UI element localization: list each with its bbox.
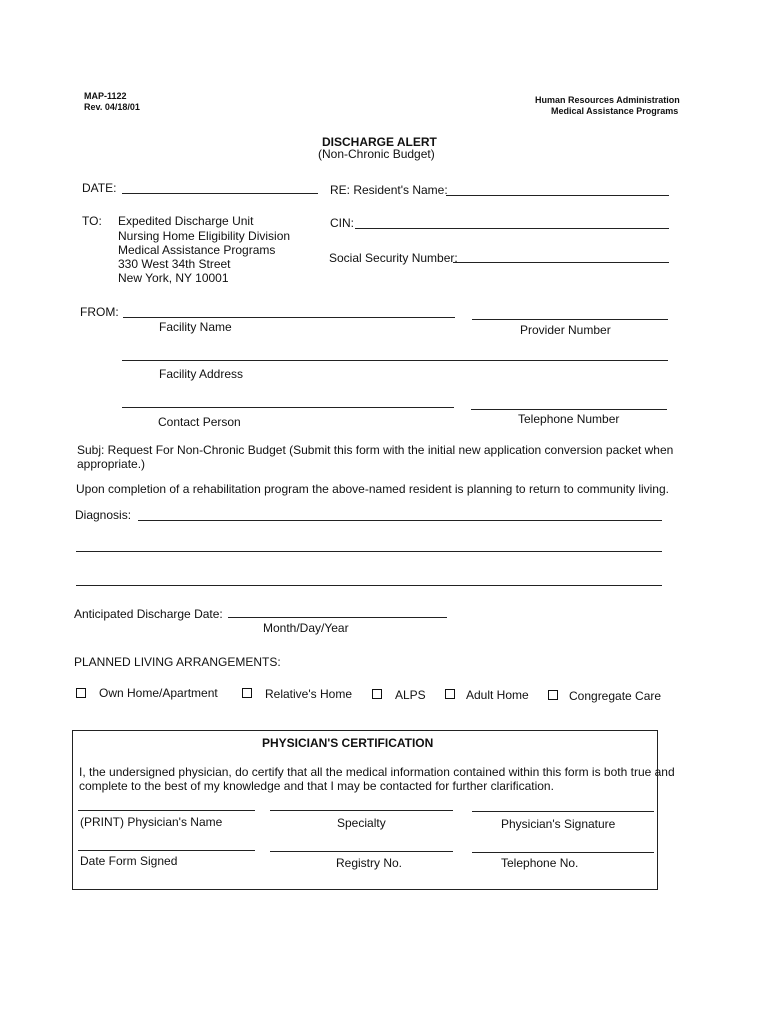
discharge-date-field[interactable] <box>228 617 447 618</box>
date-label: DATE: <box>82 181 117 195</box>
congregate-care-label: Congregate Care <box>569 689 662 703</box>
form-id: MAP-1122 <box>84 91 127 101</box>
ssn-field[interactable] <box>453 262 669 263</box>
discharge-date-label: Anticipated Discharge Date: <box>74 607 223 621</box>
certification-text: complete to the best of my knowledge and that I may be contacted for further clarification. <box>79 779 554 793</box>
to-address-line: Nursing Home Eligibility Division <box>118 229 291 243</box>
registry-number-field[interactable] <box>270 851 453 852</box>
from-label: FROM: <box>80 305 119 319</box>
resident-name-label: RE: Resident's Name: <box>330 183 448 197</box>
physician-telephone-field[interactable] <box>472 852 654 853</box>
own-home-label: Own Home/Apartment <box>99 686 218 700</box>
form-title: DISCHARGE ALERT <box>322 135 437 149</box>
to-address-line: Expedited Discharge Unit <box>118 214 254 228</box>
physician-name-field[interactable] <box>78 810 255 811</box>
date-field[interactable] <box>122 193 318 194</box>
certification-text: I, the undersigned physician, do certify that all the medical information contained within this form is both true and <box>79 765 675 779</box>
physician-telephone-label: Telephone No. <box>501 856 579 870</box>
agency-name: Human Resources Administration <box>535 95 680 105</box>
diagnosis-field[interactable] <box>138 520 662 521</box>
physician-name-label: (PRINT) Physician's Name <box>80 815 223 829</box>
ssn-label: Social Security Number: <box>329 251 458 265</box>
resident-name-field[interactable] <box>446 195 669 196</box>
to-address-line: 330 West 34th Street <box>118 257 231 271</box>
facility-address-label: Facility Address <box>159 367 244 381</box>
congregate-care-checkbox[interactable] <box>548 690 558 700</box>
form-subtitle: (Non-Chronic Budget) <box>318 147 435 161</box>
subject-line: Subj: Request For Non-Chronic Budget (Submit this form with the initial new application conversion packet when <box>77 443 674 457</box>
physician-signature-field[interactable] <box>472 811 654 812</box>
diagnosis-field[interactable] <box>76 585 662 586</box>
subject-line: appropriate.) <box>77 457 146 471</box>
contact-person-label: Contact Person <box>158 415 241 429</box>
registry-number-label: Registry No. <box>336 856 403 870</box>
living-arrangements-heading: PLANNED LIVING ARRANGEMENTS: <box>74 655 281 669</box>
relatives-home-label: Relative's Home <box>265 687 352 701</box>
physician-signature-label: Physician's Signature <box>501 817 616 831</box>
alps-label: ALPS <box>395 688 426 702</box>
telephone-number-field[interactable] <box>471 409 667 410</box>
to-address-line: Medical Assistance Programs <box>118 243 276 257</box>
provider-number-label: Provider Number <box>520 323 611 337</box>
program-name: Medical Assistance Programs <box>551 106 679 116</box>
to-address-line: New York, NY 10001 <box>118 271 229 285</box>
provider-number-field[interactable] <box>472 319 668 320</box>
adult-home-label: Adult Home <box>466 688 529 702</box>
specialty-field[interactable] <box>270 810 453 811</box>
own-home-checkbox[interactable] <box>76 688 86 698</box>
discharge-date-format: Month/Day/Year <box>263 621 349 635</box>
facility-name-label: Facility Name <box>159 320 232 334</box>
diagnosis-label: Diagnosis: <box>75 508 132 522</box>
cin-label: CIN: <box>330 216 354 230</box>
form-revision: Rev. 04/18/01 <box>84 102 140 112</box>
alps-checkbox[interactable] <box>372 689 382 699</box>
facility-address-field[interactable] <box>122 360 668 361</box>
adult-home-checkbox[interactable] <box>445 689 455 699</box>
certification-heading: PHYSICIAN'S CERTIFICATION <box>262 736 434 750</box>
cin-field[interactable] <box>355 228 669 229</box>
rehab-statement: Upon completion of a rehabilitation program the above-named resident is planning to return to community living. <box>76 482 669 496</box>
telephone-number-label: Telephone Number <box>518 412 620 426</box>
contact-person-field[interactable] <box>122 407 454 408</box>
facility-name-field[interactable] <box>123 317 455 318</box>
diagnosis-field[interactable] <box>76 551 662 552</box>
relatives-home-checkbox[interactable] <box>242 688 252 698</box>
date-signed-field[interactable] <box>78 850 255 851</box>
date-signed-label: Date Form Signed <box>80 854 178 868</box>
to-label: TO: <box>82 214 102 228</box>
specialty-label: Specialty <box>337 816 386 830</box>
